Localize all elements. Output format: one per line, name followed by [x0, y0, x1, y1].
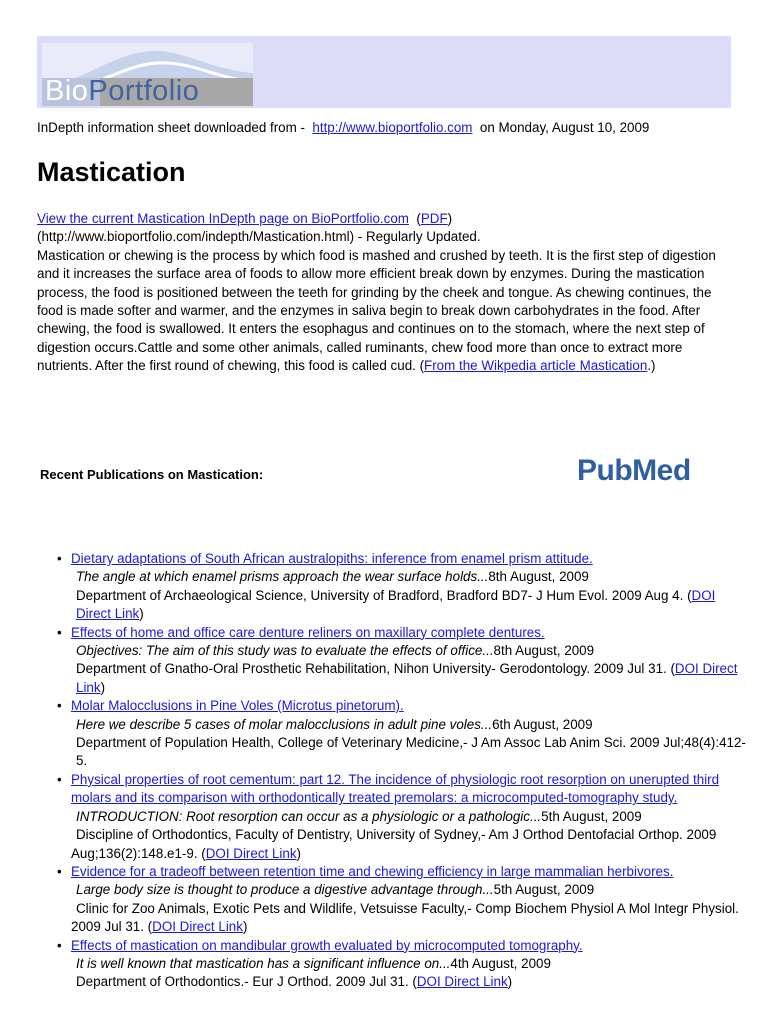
publication-item [57, 550, 747, 624]
publication-date: 5th August, 2009 [541, 808, 642, 824]
bullet-icon: • [57, 551, 62, 566]
publication-abstract [71, 642, 747, 660]
download-suffix: on Monday, August 10, 2009 [479, 120, 650, 135]
recent-publications-heading: Recent Publications on Mastication: [40, 467, 264, 482]
pdf-paren-open: ( [416, 211, 421, 226]
download-prefix: InDepth information sheet downloaded from - [37, 120, 305, 135]
bullet-icon: • [57, 937, 62, 953]
publication-date: 4th August, 2009 [450, 955, 551, 971]
logo-bio-text: Bio [45, 75, 89, 107]
publication-date: 8th August, 2009 [488, 569, 589, 585]
bullet-icon: • [57, 698, 62, 714]
publication-date: 6th August, 2009 [492, 716, 593, 732]
bioportfolio-link[interactable]: http://www.bioportfolio.com [312, 120, 473, 135]
doi-close: ) [100, 679, 106, 695]
publication-affiliation [71, 660, 747, 697]
intro-body-end: .) [647, 358, 656, 374]
bullet-icon: • [57, 863, 62, 879]
bioportfolio-logo[interactable] [42, 43, 253, 106]
view-current-link[interactable]: View the current Mastication InDepth page on BioPortfolio.com [37, 211, 409, 226]
publication-affiliation [71, 973, 747, 991]
publication-affiliation [71, 826, 747, 863]
publication-title-link[interactable]: Molar Malocclusions in Pine Voles (Microtus pinetorum). [71, 698, 404, 714]
pubmed-logo[interactable] [577, 449, 729, 497]
publication-title-link[interactable]: Physical properties of root cementum: part 12. The incidence of physiologic root resorption on unerupted third molars and its comparison with orthodontically treated premolars: a microcomputed-tomography study. [71, 771, 720, 806]
publication-date: 5th August, 2009 [493, 882, 595, 898]
pdf-link[interactable]: PDF [420, 211, 448, 226]
affiliation-text: Discipline of Orthodontics, Faculty of Dentistry, University of Sydney,- Am J Orthod Dentofacial Orthop. 2009 Aug;136(2):148.e1-9. ( [71, 827, 717, 861]
doi-link[interactable]: DOI Direct Link [205, 845, 297, 861]
abstract-text: It is well known that mastication has a significant influence on... [76, 955, 451, 971]
pubmed-logo-text: PubMed [577, 454, 691, 487]
doi-link[interactable]: DOI Direct Link [416, 974, 508, 990]
doi-link[interactable]: DOI Direct Link [76, 661, 738, 695]
publication-item [57, 771, 747, 863]
publication-item [57, 863, 747, 937]
publication-abstract [71, 716, 747, 734]
download-line [37, 119, 649, 137]
abstract-text: The angle at which enamel prisms approach the wear surface holds... [76, 569, 489, 585]
doi-close: ) [139, 606, 144, 622]
source-url-note: (http://www.bioportfolio.com/indepth/Mastication.html) - Regularly Updated. [37, 229, 481, 245]
publication-title-link[interactable]: Evidence for a tradeoff between retention time and chewing efficiency in large mammalian herbivores. [71, 863, 674, 879]
wikipedia-link[interactable]: From the Wikpedia article Mastication [424, 358, 648, 374]
doi-link[interactable]: DOI Direct Link [152, 919, 243, 935]
logo-portfolio-text: Portfolio [88, 75, 200, 107]
affiliation-text: Clinic for Zoo Animals, Exotic Pets and Wildlife, Vetsuisse Faculty,- Comp Biochem Physiol A Mol Integr Physiol. 2009 Jul 31. ( [71, 900, 739, 935]
publication-abstract [71, 808, 747, 826]
publication-affiliation: Department of Population Health, College of Veterinary Medicine,- J Am Assoc Lab Anim Sci. 2009 Jul;48(4):412-5. [76, 735, 746, 769]
intro-body-text: Mastication or chewing is the process by which food is mashed and crushed by teeth. It is the first step of digestion and it increases the surface area of foods to allow more efficient break down by enzymes. During the mastication process, the food is positioned between the teeth for grinding by the cheek and tongue. As chewing continues, the food is made softer and warmer, and the enzymes in saliva begin to break down carbohydrates in the food. After chewing, the food is swallowed. It enters the esophagus and continues on to the stomach, where the next step of digestion occurs.Cattle and some other animals, called ruminants, chew food more than once to extract more nutrients. After the first round of chewing, this food is called cud. ( [37, 247, 716, 374]
publication-item [57, 937, 747, 992]
abstract-text: Large body size is thought to produce a digestive advantage through... [76, 882, 494, 898]
publication-list [57, 550, 747, 992]
publication-abstract [71, 955, 747, 973]
view-current-line [37, 210, 737, 228]
doi-link[interactable]: DOI Direct Link [76, 587, 716, 622]
publication-abstract [71, 568, 747, 586]
doi-close: ) [507, 974, 513, 990]
intro-body [37, 247, 737, 376]
intro-section [37, 210, 737, 376]
abstract-text: Here we describe 5 cases of molar malocclusions in adult pine voles... [76, 716, 493, 732]
publication-item [57, 624, 747, 698]
page-title: Mastication [37, 157, 186, 187]
publication-affiliation [71, 900, 747, 937]
publication-title-link[interactable]: Dietary adaptations of South African australopiths: inference from enamel prism attitude. [71, 551, 593, 566]
publication-item [57, 697, 747, 771]
abstract-text: INTRODUCTION: Root resorption can occur as a physiologic or a pathologic... [76, 808, 542, 824]
affiliation-text: Department of Gnatho-Oral Prosthetic Rehabilitation, Nihon University- Gerodontology. 2009 Jul 31. ( [76, 661, 675, 677]
bullet-icon: • [57, 771, 62, 787]
affiliation-text: Department of Orthodontics.- Eur J Orthod. 2009 Jul 31. ( [76, 974, 417, 990]
publication-title-link[interactable]: Effects of home and office care denture reliners on maxillary complete dentures. [71, 624, 545, 640]
affiliation-text: Department of Archaeological Science, University of Bradford, Bradford BD7- J Hum Evol. 2009 Aug 4. ( [76, 587, 692, 603]
pdf-paren-close: ) [447, 211, 453, 226]
publication-date: 8th August, 2009 [493, 643, 595, 659]
logo-wordmark [45, 76, 199, 106]
publication-title-link[interactable]: Effects of mastication on mandibular growth evaluated by microcomputed tomography. [71, 937, 583, 953]
abstract-text: Objectives: The aim of this study was to evaluate the effects of office... [76, 643, 494, 659]
bullet-icon: • [57, 624, 62, 640]
publication-abstract [71, 881, 747, 899]
doi-close: ) [296, 845, 301, 861]
doi-close: ) [242, 919, 248, 935]
publication-affiliation [71, 587, 747, 624]
